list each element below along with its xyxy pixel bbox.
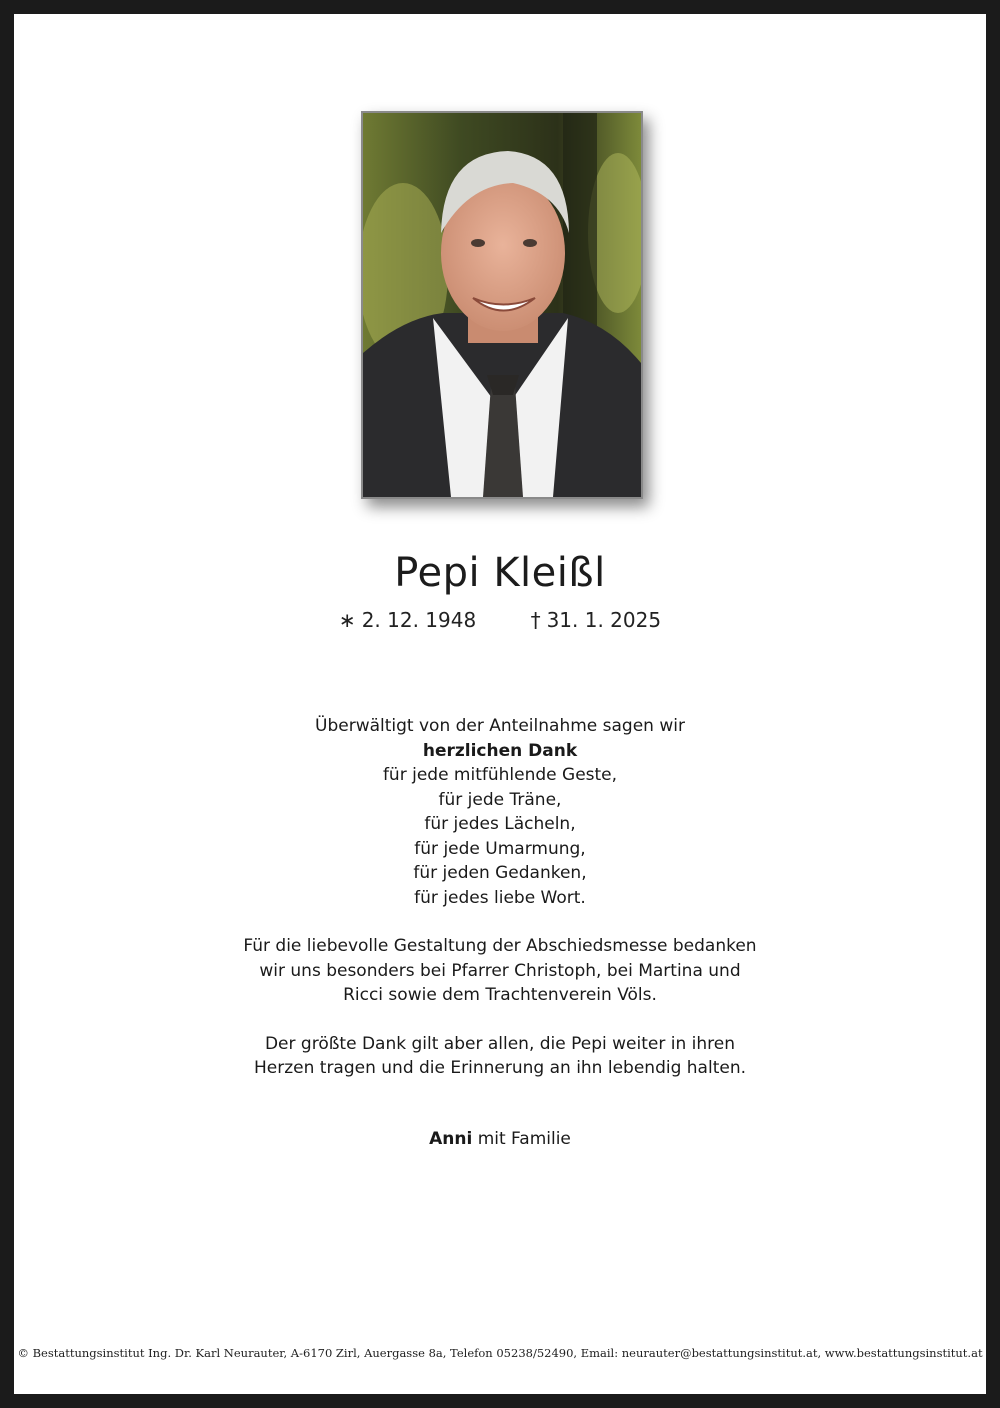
message-line-emphasis: herzlichen Dank bbox=[422, 740, 578, 761]
message-line: Der größte Dank gilt aber allen, die Pepi weiter in ihren bbox=[264, 1033, 736, 1054]
life-dates bbox=[14, 608, 986, 632]
message-line: für jede Umarmung, bbox=[414, 838, 586, 859]
message-line: Für die liebevolle Gestaltung der Abschiedsmesse bedanken bbox=[243, 936, 757, 956]
paragraph-gap bbox=[134, 910, 866, 934]
death-cross-icon: † bbox=[530, 608, 541, 632]
signature-suffix: mit Familie bbox=[472, 1129, 571, 1149]
portrait-image bbox=[363, 113, 641, 497]
birth-star-icon: ∗ bbox=[338, 608, 356, 632]
message-line: für jede Träne, bbox=[438, 789, 562, 810]
signature-name: Anni bbox=[429, 1129, 473, 1149]
death-date-group bbox=[531, 608, 662, 632]
message-line: für jedes Lächeln, bbox=[424, 814, 576, 834]
funeral-home-footer: © Bestattungsinstitut Ing. Dr. Karl Neurauter, A-6170 Zirl, Auergasse 8a, Telefon 05238/52490, Email: neurauter@bestattungsinstitut.at, www.bestattungsinstitut.at bbox=[17, 1346, 983, 1360]
message-line: für jeden Gedanken, bbox=[413, 863, 587, 883]
message-line: für jede mitfühlende Geste, bbox=[382, 765, 618, 785]
message-line: Überwältigt von der Anteilnahme sagen wir bbox=[315, 716, 685, 736]
message-line: Ricci sowie dem Trachtenverein Völs. bbox=[343, 985, 657, 1005]
portrait-photo bbox=[361, 111, 643, 499]
birth-date-group bbox=[339, 608, 476, 632]
signature bbox=[14, 1129, 986, 1149]
thank-you-message bbox=[134, 714, 866, 1081]
message-line: für jedes liebe Wort. bbox=[414, 887, 586, 908]
paragraph-gap bbox=[134, 1008, 866, 1032]
death-date: 31. 1. 2025 bbox=[546, 608, 662, 632]
obituary-card bbox=[14, 14, 986, 1394]
birth-date: 2. 12. 1948 bbox=[361, 608, 477, 632]
message-line: wir uns besonders bei Pfarrer Christoph, bei Martina und bbox=[259, 960, 741, 981]
deceased-name: Pepi Kleißl bbox=[394, 550, 606, 596]
message-line: Herzen tragen und die Erinnerung an ihn lebendig halten. bbox=[253, 1058, 746, 1078]
